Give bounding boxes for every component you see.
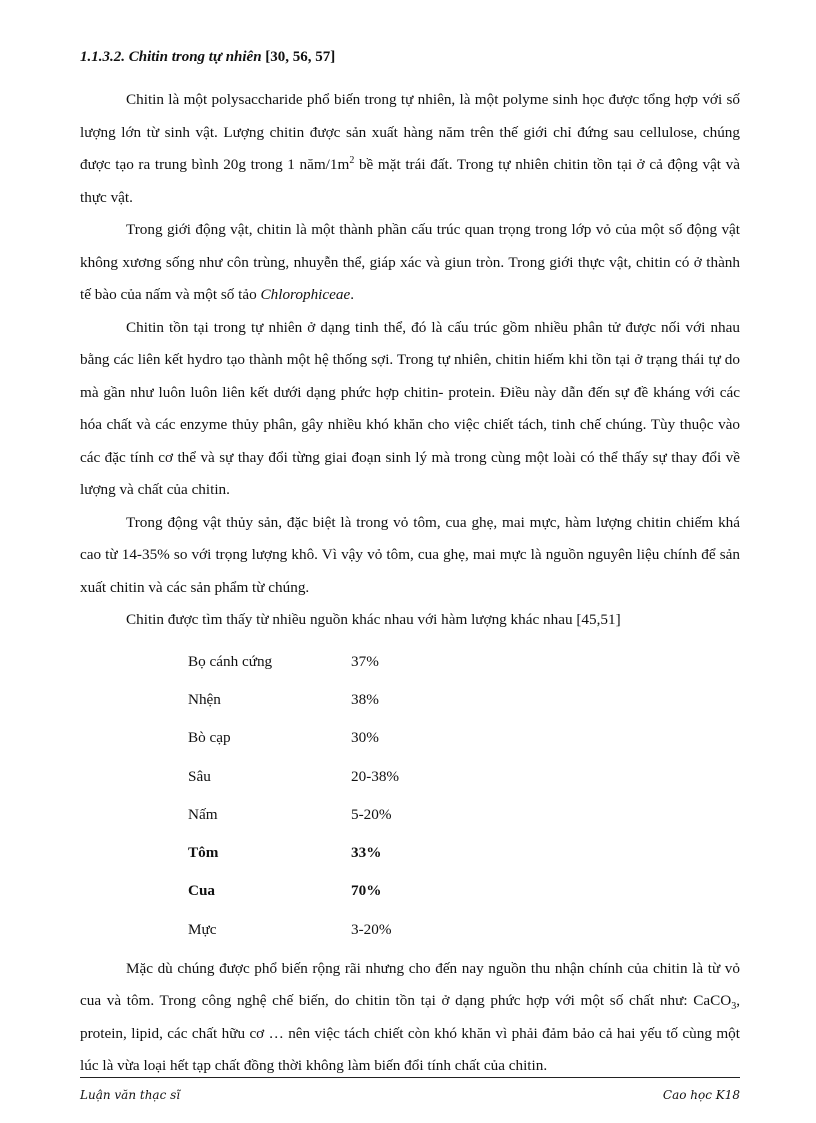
section-title: 1.1.3.2. Chitin trong tự nhiên: [80, 49, 262, 65]
paragraph-1: Chitin là một polysaccharide phổ biến trong tự nhiên, là một polyme sinh học được tổng hợp với số lượng lớn từ sinh vật. Lượng chitin được sản xuất hàng năm trên thế giới chỉ đứng sau cellulose, chúng được tạo ra trung bình 20g trong 1 năm/$1m^2$ bề mặt trái đất. Trong tự nhiên chitin tồn tại ở cả động vật và thực vật.: [80, 91, 740, 206]
source-row: [188, 643, 740, 681]
source-row: [188, 834, 740, 872]
source-row: [188, 911, 740, 949]
section-references: [30, 56, 57]: [261, 49, 336, 65]
source-value: 20-38%: [351, 767, 400, 785]
paragraph-6: Mặc dù chúng được phổ biến rộng rãi nhưng cho đến nay nguồn thu nhận chính của chitin là từ vỏ cua và tôm. Trong công nghệ chế biến, do chitin tồn tại ở dạng phức hợp với một số chất như: CaCO$_3$, protein, lipid, các chất hữu cơ … nên việc tách chiết còn khó khăn vì phải đảm bảo cả hai yếu tố cùng một lúc là vừa loại hết tạp chất đồng thời không làm biến đổi tính chất của chitin.: [80, 959, 740, 1075]
chitin-sources-table: [188, 643, 740, 949]
source-name: Mực: [188, 920, 217, 938]
paragraph-4: Trong động vật thủy sản, đặc biệt là trong vỏ tôm, cua ghẹ, mai mực, hàm lượng chitin chiếm khá cao từ 14-35% so với trọng lượng khô. Vì vậy vỏ tôm, cua ghẹ, mai mực là nguồn nguyên liệu chính để sản xuất chitin và các sản phẩm từ chúng.: [80, 513, 740, 596]
page-footer: [80, 1077, 740, 1102]
source-value: 5-20%: [351, 805, 392, 823]
source-value: 70%: [351, 882, 382, 900]
footer-left: Luận văn thạc sĩ: [80, 1088, 181, 1102]
source-value: 30%: [351, 729, 379, 747]
footer-right: Cao học K18: [662, 1088, 740, 1102]
source-name: Nấm: [188, 805, 218, 823]
source-name: Cua: [188, 882, 216, 900]
source-row: [188, 872, 740, 910]
source-name: Bọ cánh cứng: [188, 652, 273, 670]
paragraph-3: Chitin tồn tại trong tự nhiên ở dạng tinh thể, đó là cấu trúc gồm nhiều phân tử được nối với nhau bằng các liên kết hydro tạo thành một hệ thống sợi. Trong tự nhiên, chitin hiếm khi tồn tại ở trạng thái tự do mà gần như luôn luôn liên kết dưới dạng phức hợp chitin- protein. Điều này dẫn đến sự đề kháng với các hóa chất và các enzyme thủy phân, gây nhiều khó khăn cho việc chiết tách, tinh chế chúng. Tùy thuộc vào các đặc tính cơ thể và sự thay đổi từng giai đoạn sinh lý mà trong cùng một loài có thể thấy sự thay đổi về lượng và chất của chitin.: [80, 318, 740, 498]
source-name: Sâu: [188, 767, 211, 785]
source-value: 33%: [351, 844, 382, 862]
source-name: Nhện: [188, 690, 221, 708]
source-value: 38%: [351, 690, 379, 708]
source-value: 3-20%: [351, 920, 392, 938]
source-value: 37%: [351, 652, 379, 670]
section-heading: [80, 46, 740, 68]
paragraph-5: Chitin được tìm thấy từ nhiều nguồn khác nhau với hàm lượng khác nhau [45,51]: [126, 611, 621, 628]
document-body: [80, 40, 740, 1083]
source-row: [188, 757, 740, 795]
source-row: [188, 681, 740, 719]
source-name: Tôm: [188, 844, 219, 862]
source-row: [188, 719, 740, 757]
paragraph-2: Trong giới động vật, chitin là một thành phần cấu trúc quan trọng trong lớp vỏ của một số động vật không xương sống như côn trùng, nhuyễn thể, giáp xác và giun tròn. Trong giới thực vật, chitin có ở thành tế bào của nấm và một số tảo Chlorophiceae.: [80, 221, 740, 303]
source-row: [188, 796, 740, 834]
source-name: Bò cạp: [188, 729, 231, 747]
